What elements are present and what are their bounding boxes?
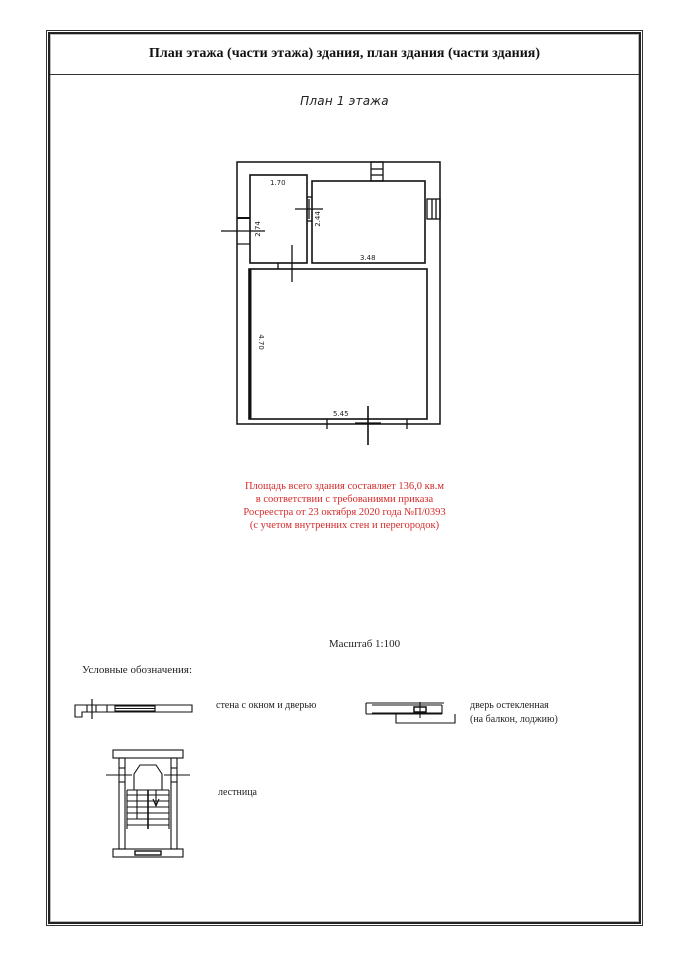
legend-label-wall: стена с окном и дверью: [216, 700, 317, 711]
area-note-line: в соответствии с требованиями приказа: [255, 494, 434, 505]
floor-plan-drawing: [50, 34, 639, 922]
plan-title: План 1 этажа: [300, 94, 389, 108]
area-note: [50, 480, 639, 532]
dim-room3-width: 5.45: [333, 410, 349, 418]
dim-room1-width: 1.70: [270, 179, 286, 187]
legend-title: Условные обозначения:: [82, 664, 193, 676]
window-right: [427, 199, 440, 219]
outer-wall: [237, 162, 440, 424]
glazed-door-icon: [366, 702, 455, 723]
room-3: [249, 269, 427, 419]
page-frame: [48, 32, 641, 924]
dim-room2-width: 3.48: [360, 254, 376, 262]
staircase-icon: [106, 750, 190, 857]
area-note-line: Площадь всего здания составляет 136,0 кв.м: [244, 481, 445, 492]
window-top: [371, 162, 383, 181]
legend-label-glazed-door: [470, 699, 558, 727]
area-note-line: Росреестра от 23 октября 2020 года №П/0393: [243, 507, 446, 518]
legend-label-glazed-door-line1: дверь остекленная: [470, 700, 549, 711]
room-2: [312, 181, 425, 263]
room-1: [250, 175, 307, 263]
dim-room2-height: 2.44: [314, 211, 322, 227]
dim-room1-height: 2.74: [254, 221, 262, 237]
area-note-line: (с учетом внутренних стен и перегородок): [249, 520, 440, 531]
legend-label-staircase: лестница: [218, 787, 257, 798]
header-title: План этажа (части этажа) здания, план здания (части здания): [148, 46, 541, 61]
wall-window-door-icon: [75, 699, 192, 719]
dim-room3-height: 4.70: [257, 334, 265, 350]
legend-label-glazed-door-line2: (на балкон, лоджию): [470, 714, 558, 725]
scale-label: Масштаб 1:100: [328, 638, 401, 650]
